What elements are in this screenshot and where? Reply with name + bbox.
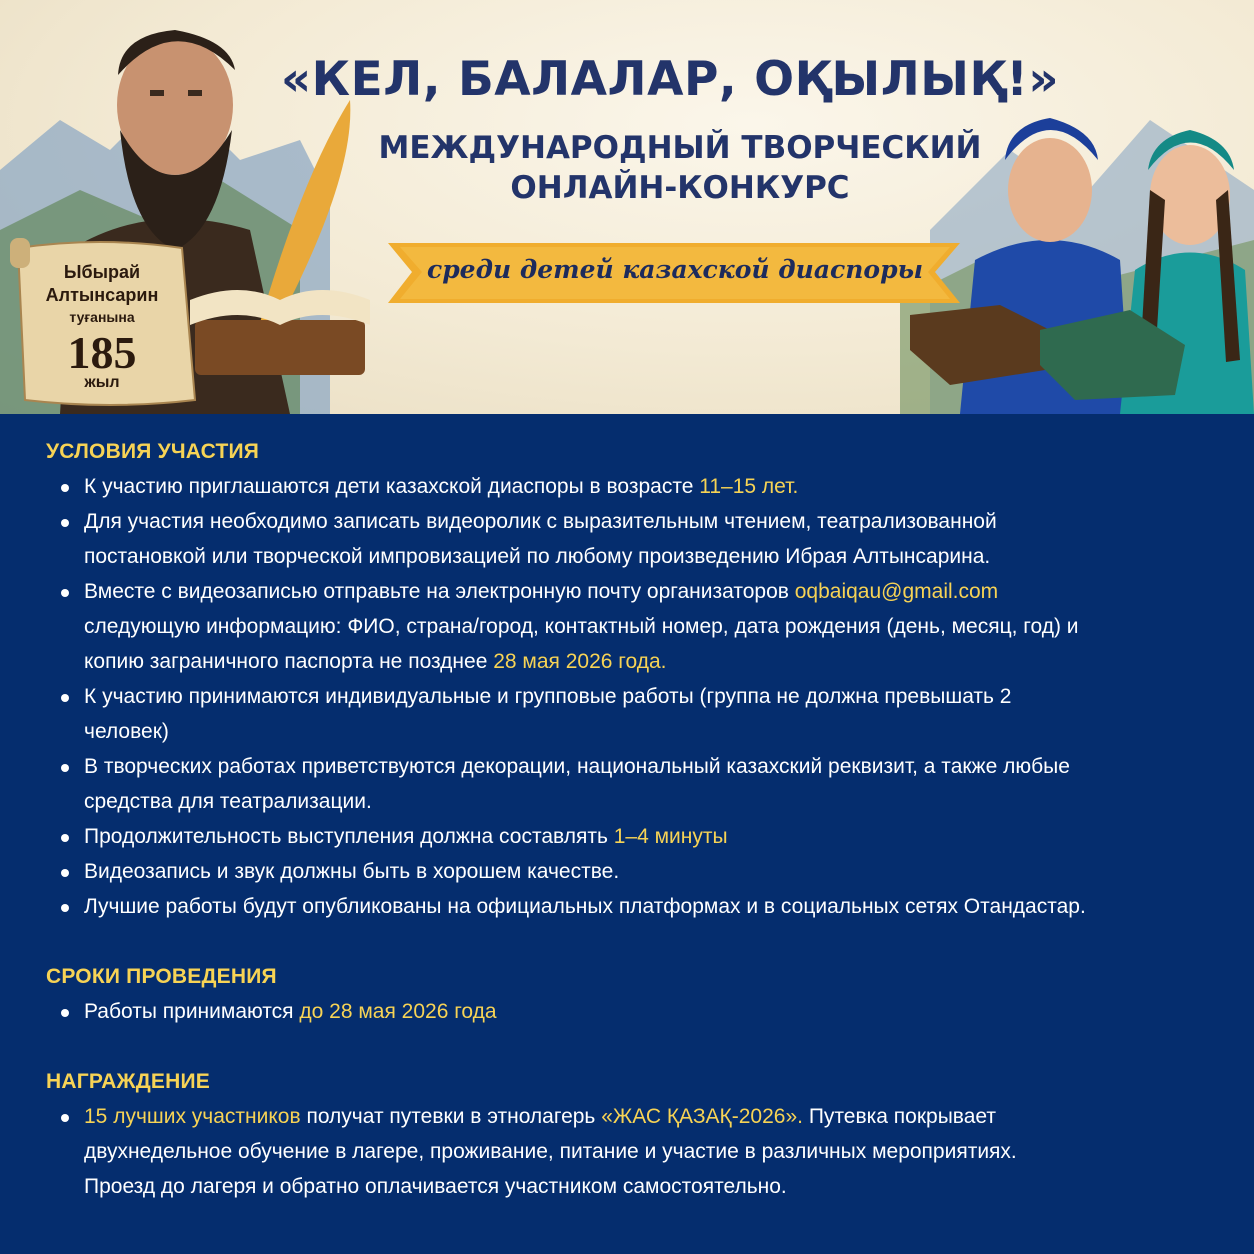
dates-item-1 bbox=[84, 1000, 497, 1024]
award-item-line2: двухнедельное обучение в лагере, проживание, питание и участие в различных мероприятиях. bbox=[84, 1140, 1017, 1163]
item-text: Работы принимаются bbox=[84, 1000, 300, 1023]
deadline-highlight: 28 мая 2026 года. bbox=[493, 650, 667, 673]
conditions-heading: УСЛОВИЯ УЧАСТИЯ bbox=[46, 440, 260, 463]
duration-highlight: 1–4 минуты bbox=[613, 825, 728, 848]
bullet-icon bbox=[61, 834, 69, 842]
award-item-line1 bbox=[84, 1105, 996, 1129]
conditions-item-5-line2: средства для театрализации. bbox=[84, 790, 372, 813]
item-text: получат путевки в этнолагерь bbox=[300, 1105, 602, 1128]
conditions-item-4-line2: человек) bbox=[84, 720, 169, 743]
books-icon bbox=[190, 290, 370, 375]
item-text: копию заграничного паспорта не позднее bbox=[84, 650, 494, 673]
award-heading: НАГРАЖДЕНИЕ bbox=[46, 1070, 210, 1093]
bullet-icon bbox=[61, 1114, 69, 1122]
scroll-line2: Алтынсарин bbox=[45, 285, 159, 305]
camp-highlight: «ЖАС ҚАЗАҚ-2026». bbox=[601, 1105, 803, 1128]
item-text: Вместе с видеозаписью отправьте на электронную почту организаторов bbox=[84, 580, 795, 603]
bullet-icon bbox=[61, 519, 69, 527]
bullet-icon bbox=[61, 869, 69, 877]
conditions-item-3-line1 bbox=[84, 580, 998, 604]
conditions-item-3-line3 bbox=[84, 650, 666, 674]
item-text: Путевка покрывает bbox=[802, 1105, 997, 1128]
bullet-icon bbox=[61, 694, 69, 702]
info-panel bbox=[0, 414, 1254, 1254]
scroll-line1: Ыбырай bbox=[63, 262, 141, 282]
item-text: Продолжительность выступления должна составлять bbox=[84, 825, 614, 848]
bullet-icon bbox=[61, 904, 69, 912]
conditions-item-2-line1: Для участия необходимо записать видеоролик с выразительным чтением, театрализованной bbox=[84, 510, 997, 533]
conditions-item-7: Видеозапись и звук должны быть в хорошем качестве. bbox=[84, 860, 620, 883]
conditions-item-2-line2: постановкой или творческой импровизацией по любому произведению Ибрая Алтынсарина. bbox=[84, 545, 991, 568]
award-item-line3: Проезд до лагеря и обратно оплачивается участником самостоятельно. bbox=[84, 1175, 787, 1198]
email-link[interactable]: oqbaiqau@gmail.com bbox=[794, 580, 999, 603]
conditions-item-3-line2: следующую информацию: ФИО, страна/город, контактный номер, дата рождения (день, месяц, год) и bbox=[84, 615, 1079, 638]
age-highlight: 11–15 лет. bbox=[699, 475, 799, 498]
banner-title: «КЕЛ, БАЛАЛАР, ОҚЫЛЫҚ!» bbox=[280, 52, 1060, 107]
ribbon-text: среди детей казахской диаспоры bbox=[426, 255, 924, 284]
scroll-line4: жыл bbox=[84, 374, 120, 391]
conditions-item-4-line1: К участию принимаются индивидуальные и групповые работы (группа не должна превышать 2 bbox=[84, 685, 1012, 708]
dates-heading: СРОКИ ПРОВЕДЕНИЯ bbox=[46, 965, 277, 988]
dates-highlight: до 28 мая 2026 года bbox=[299, 1000, 497, 1023]
conditions-item-8: Лучшие работы будут опубликованы на официальных платформах и в социальных сетях Отандастар. bbox=[84, 895, 1086, 918]
bullet-icon bbox=[61, 484, 69, 492]
bullet-icon bbox=[61, 589, 69, 597]
winners-highlight: 15 лучших участников bbox=[84, 1105, 301, 1128]
header-banner bbox=[0, 0, 1254, 414]
conditions-item-1 bbox=[84, 475, 798, 499]
item-text: К участию приглашаются дети казахской диаспоры в возрасте bbox=[84, 475, 700, 498]
conditions-item-5-line1: В творческих работах приветствуются декорации, национальный казахский реквизит, а также любые bbox=[84, 755, 1070, 778]
conditions-item-6 bbox=[84, 825, 728, 849]
bullet-icon bbox=[61, 1009, 69, 1017]
banner-subtitle-line1: МЕЖДУНАРОДНЫЙ ТВОРЧЕСКИЙ bbox=[378, 130, 982, 166]
banner-subtitle-line2: ОНЛАЙН-КОНКУРС bbox=[510, 170, 850, 206]
scroll-number: 185 bbox=[67, 327, 137, 378]
bullet-icon bbox=[61, 764, 69, 772]
scroll-line3: туғанына bbox=[69, 309, 135, 325]
